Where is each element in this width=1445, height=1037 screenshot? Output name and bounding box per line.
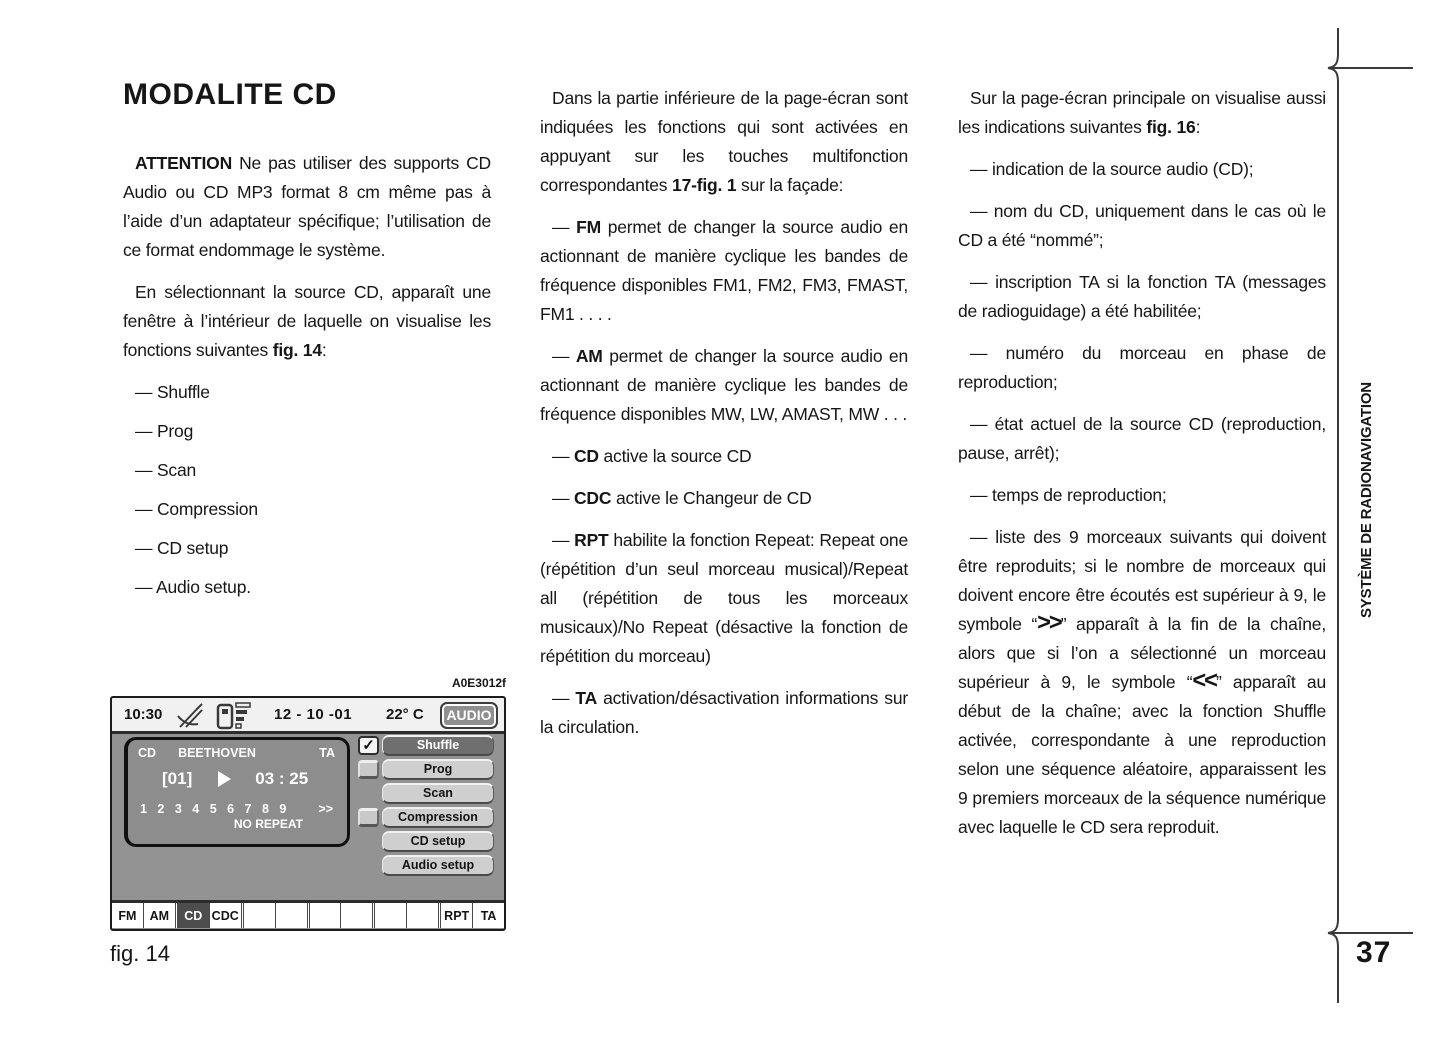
list-item: — Prog: [135, 421, 194, 441]
functions-list: [123, 378, 491, 602]
scan-button: Scan: [382, 783, 494, 804]
column-middle: [540, 84, 908, 755]
checkbox-empty: [358, 760, 379, 779]
indication-item: — inscription TA si la fonction TA (messages de radioguidage) a été habilitée;: [958, 272, 1326, 321]
item-rpt: — RPT habilite la fonction Repeat: Repeat one (répétition d’un seul morceau musical)/Repeat all (répétition de tous les morceaux musicaux)/No Repeat (désactive la fonction de répétition du morceau): [540, 530, 909, 666]
date-text: 12 - 10 -01: [274, 706, 353, 723]
display-main-area: [112, 734, 504, 900]
list-item: — Audio setup.: [135, 577, 251, 597]
softkey-cdc: CDC: [210, 903, 244, 928]
checkbox-checked: ✓: [358, 736, 379, 755]
prog-button: Prog: [382, 759, 494, 780]
paragraph-main-screen: Sur la page-écran principale on visualise aussi les indications suivantes fig. 16:: [958, 88, 1326, 137]
column-left: [123, 80, 491, 612]
repeat-state: NO REPEAT: [233, 817, 303, 831]
play-icon: [218, 771, 231, 787]
cd-setup-button: CD setup: [382, 831, 494, 852]
indication-item: — numéro du morceau en phase de reproduction;: [958, 343, 1326, 392]
cd-info-panel: [124, 737, 350, 847]
function-buttons: [382, 735, 494, 876]
indication-item: — liste des 9 morceaux suivants qui doivent être reproduits; si le nombre de morceaux qui doivent encore être écoutés est supérieur à 9, le symbole “>>” apparaît à la fin de la chaîne, alors que si l’on a sélectionné un morceau supérieur à 9, le symbole “<<” apparaît au début de la chaîne; avec la fonction Shuffle activée, correspondante à une reproduction selon une séquence aléatoire, apparaissent les 9 premiers morceaux de la séquence numérique avec laquelle le CD sera reproduit.: [958, 527, 1326, 837]
list-item: — Compression: [135, 499, 258, 519]
source-label: CD: [138, 746, 157, 760]
track-list: 1 2 3 4 5 6 7 8 9: [140, 802, 287, 816]
softkey-cd: CD: [178, 903, 210, 928]
paragraph-multifunction: Dans la partie inférieure de la page-écran sont indiquées les fonctions qui sont activées en appuyant sur les touches multifonction correspondantes 17-fig. 1 sur la façade:: [540, 88, 908, 195]
audio-setup-button: Audio setup: [382, 855, 494, 876]
figure-code: A0E3012f: [451, 676, 506, 690]
more-tracks-symbol: >>: [318, 802, 333, 816]
softkey-ta: TA: [480, 908, 497, 923]
clock-text: 10:30: [124, 706, 163, 723]
softkey-am: AM: [144, 903, 178, 928]
figure-14: [110, 676, 506, 967]
softkey-empty: [375, 903, 407, 928]
item-ta: — TA activation/désactivation informations sur la circulation.: [540, 688, 908, 737]
indication-item: — nom du CD, uniquement dans le cas où le CD a été “nommé”;: [958, 201, 1326, 250]
softkey-empty: [276, 903, 310, 928]
softkey-rpt: RPT: [441, 903, 473, 928]
column-right: [958, 84, 1326, 855]
phone-signal-icon: [216, 702, 260, 730]
checkbox-empty: [358, 808, 379, 827]
paragraph-intro-cd: En sélectionnant la source CD, apparaît une fenêtre à l’intérieur de laquelle on visualise les fonctions suivantes fig. 14:: [123, 282, 491, 360]
list-item: — Shuffle: [135, 382, 210, 402]
track-number: [01]: [162, 769, 193, 788]
list-item: — CD setup: [135, 538, 229, 558]
item-cdc: — CDC active le Changeur de CD: [552, 488, 812, 508]
item-fm: — FM permet de changer la source audio en actionnant de manière cyclique les bandes de fréquence disponibles FM1, FM2, FM3, FMAST, FM1 . . . .: [540, 217, 908, 324]
audio-mode-badge: AUDIO: [440, 702, 498, 729]
compression-button: Compression: [382, 807, 494, 828]
cd-name-label: BEETHOVEN: [178, 746, 256, 760]
page-title: MODALITE CD: [123, 78, 337, 111]
indication-item: — temps de reproduction;: [970, 485, 1167, 505]
status-bar: [112, 698, 504, 734]
softkey-bar: [112, 900, 504, 928]
list-item: — Scan: [135, 460, 197, 480]
softkey-empty: [310, 903, 342, 928]
indication-item: — état actuel de la source CD (reproduction, pause, arrêt);: [958, 414, 1326, 463]
softkey-fm: FM: [112, 903, 144, 928]
paragraph-attention: ATTENTION Ne pas utiliser des supports CD Audio ou CD MP3 format 8 cm même pas à l’aide d’un adaptateur spécifique; l’utilisation de ce format endommage le système.: [123, 153, 491, 260]
softkey-empty: [341, 903, 375, 928]
radio-display-illustration: [110, 696, 506, 931]
section-title-vertical: SYSTÈME DE RADIONAVIGATION: [1358, 382, 1375, 618]
softkey-empty: [244, 903, 276, 928]
temperature-text: 22° C: [386, 706, 424, 723]
play-time: 03 : 25: [255, 769, 309, 788]
satellite-dish-icon: [176, 702, 208, 730]
ta-label: TA: [319, 746, 335, 760]
softkey-empty: [407, 903, 441, 928]
page-number: 37: [1356, 936, 1392, 969]
shuffle-button: Shuffle: [382, 735, 494, 756]
indication-item: — indication de la source audio (CD);: [970, 159, 1254, 179]
figure-caption: fig. 14: [110, 941, 170, 966]
item-am: — AM permet de changer la source audio en actionnant de manière cyclique les bandes de fréquence disponibles MW, LW, AMAST, MW . . .: [540, 346, 908, 424]
item-cd: — CD active la source CD: [552, 446, 752, 466]
